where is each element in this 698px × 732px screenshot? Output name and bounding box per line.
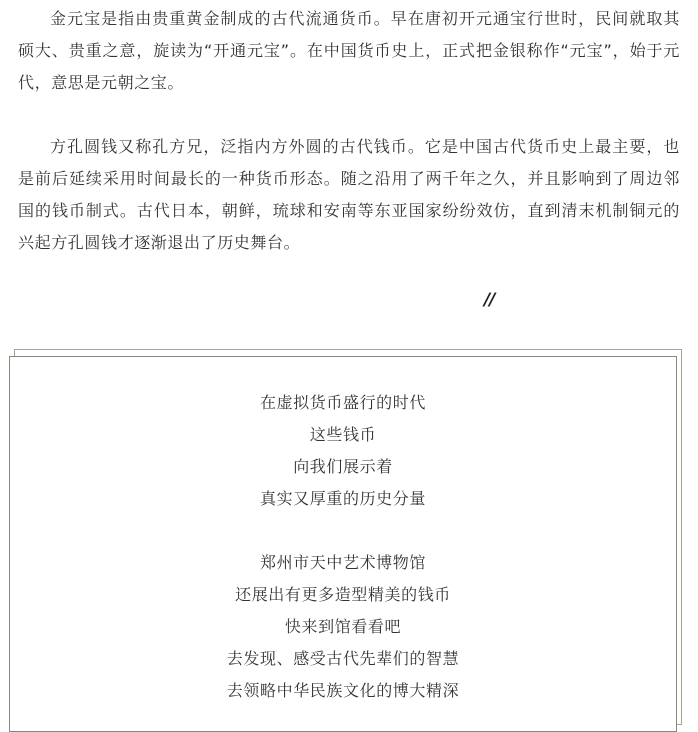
poem-box — [9, 356, 677, 732]
poem-line: 在虚拟货币盛行的时代 — [259, 393, 426, 412]
poem-line: 向我们展示着 — [293, 457, 393, 476]
stanza-gap — [10, 515, 676, 547]
poem-text — [10, 387, 676, 707]
poem-line: 真实又厚重的历史分量 — [259, 489, 426, 508]
poem-line: 去发现、感受古代先辈们的智慧 — [226, 649, 460, 668]
paragraph-gold-ingot: 金元宝是指由贵重黄金制成的古代流通货币。早在唐初开元通宝行世时，民间就取其硕大、贵重之意，旋读为“开通元宝”。在中国货币史上，正式把金银称作“元宝”，始于元代，意思是元朝之宝。 — [18, 9, 680, 92]
poem-line: 快来到馆看看吧 — [284, 617, 402, 636]
poem-line: 这些钱币 — [309, 425, 377, 444]
poem-line: 去领略中华民族文化的博大精深 — [226, 681, 460, 700]
divider-mark: // — [484, 290, 495, 310]
poem-line: 还展出有更多造型精美的钱币 — [235, 585, 451, 604]
paragraph-square-hole-coin: 方孔圆钱又称孔方兄，泛指内方外圆的古代钱币。它是中国古代货币史上最主要，也是前后延续采用时间最长的一种货币形态。随之沿用了两千年之久，并且影响到了周边邻国的钱币制式。古代日本，朝鲜，琉球和安南等东亚国家纷纷效仿，直到清末机制铜元的兴起方孔圆钱才逐渐退出了历史舞台。 — [18, 137, 680, 252]
poem-line: 郑州市天中艺术博物馆 — [259, 553, 426, 572]
